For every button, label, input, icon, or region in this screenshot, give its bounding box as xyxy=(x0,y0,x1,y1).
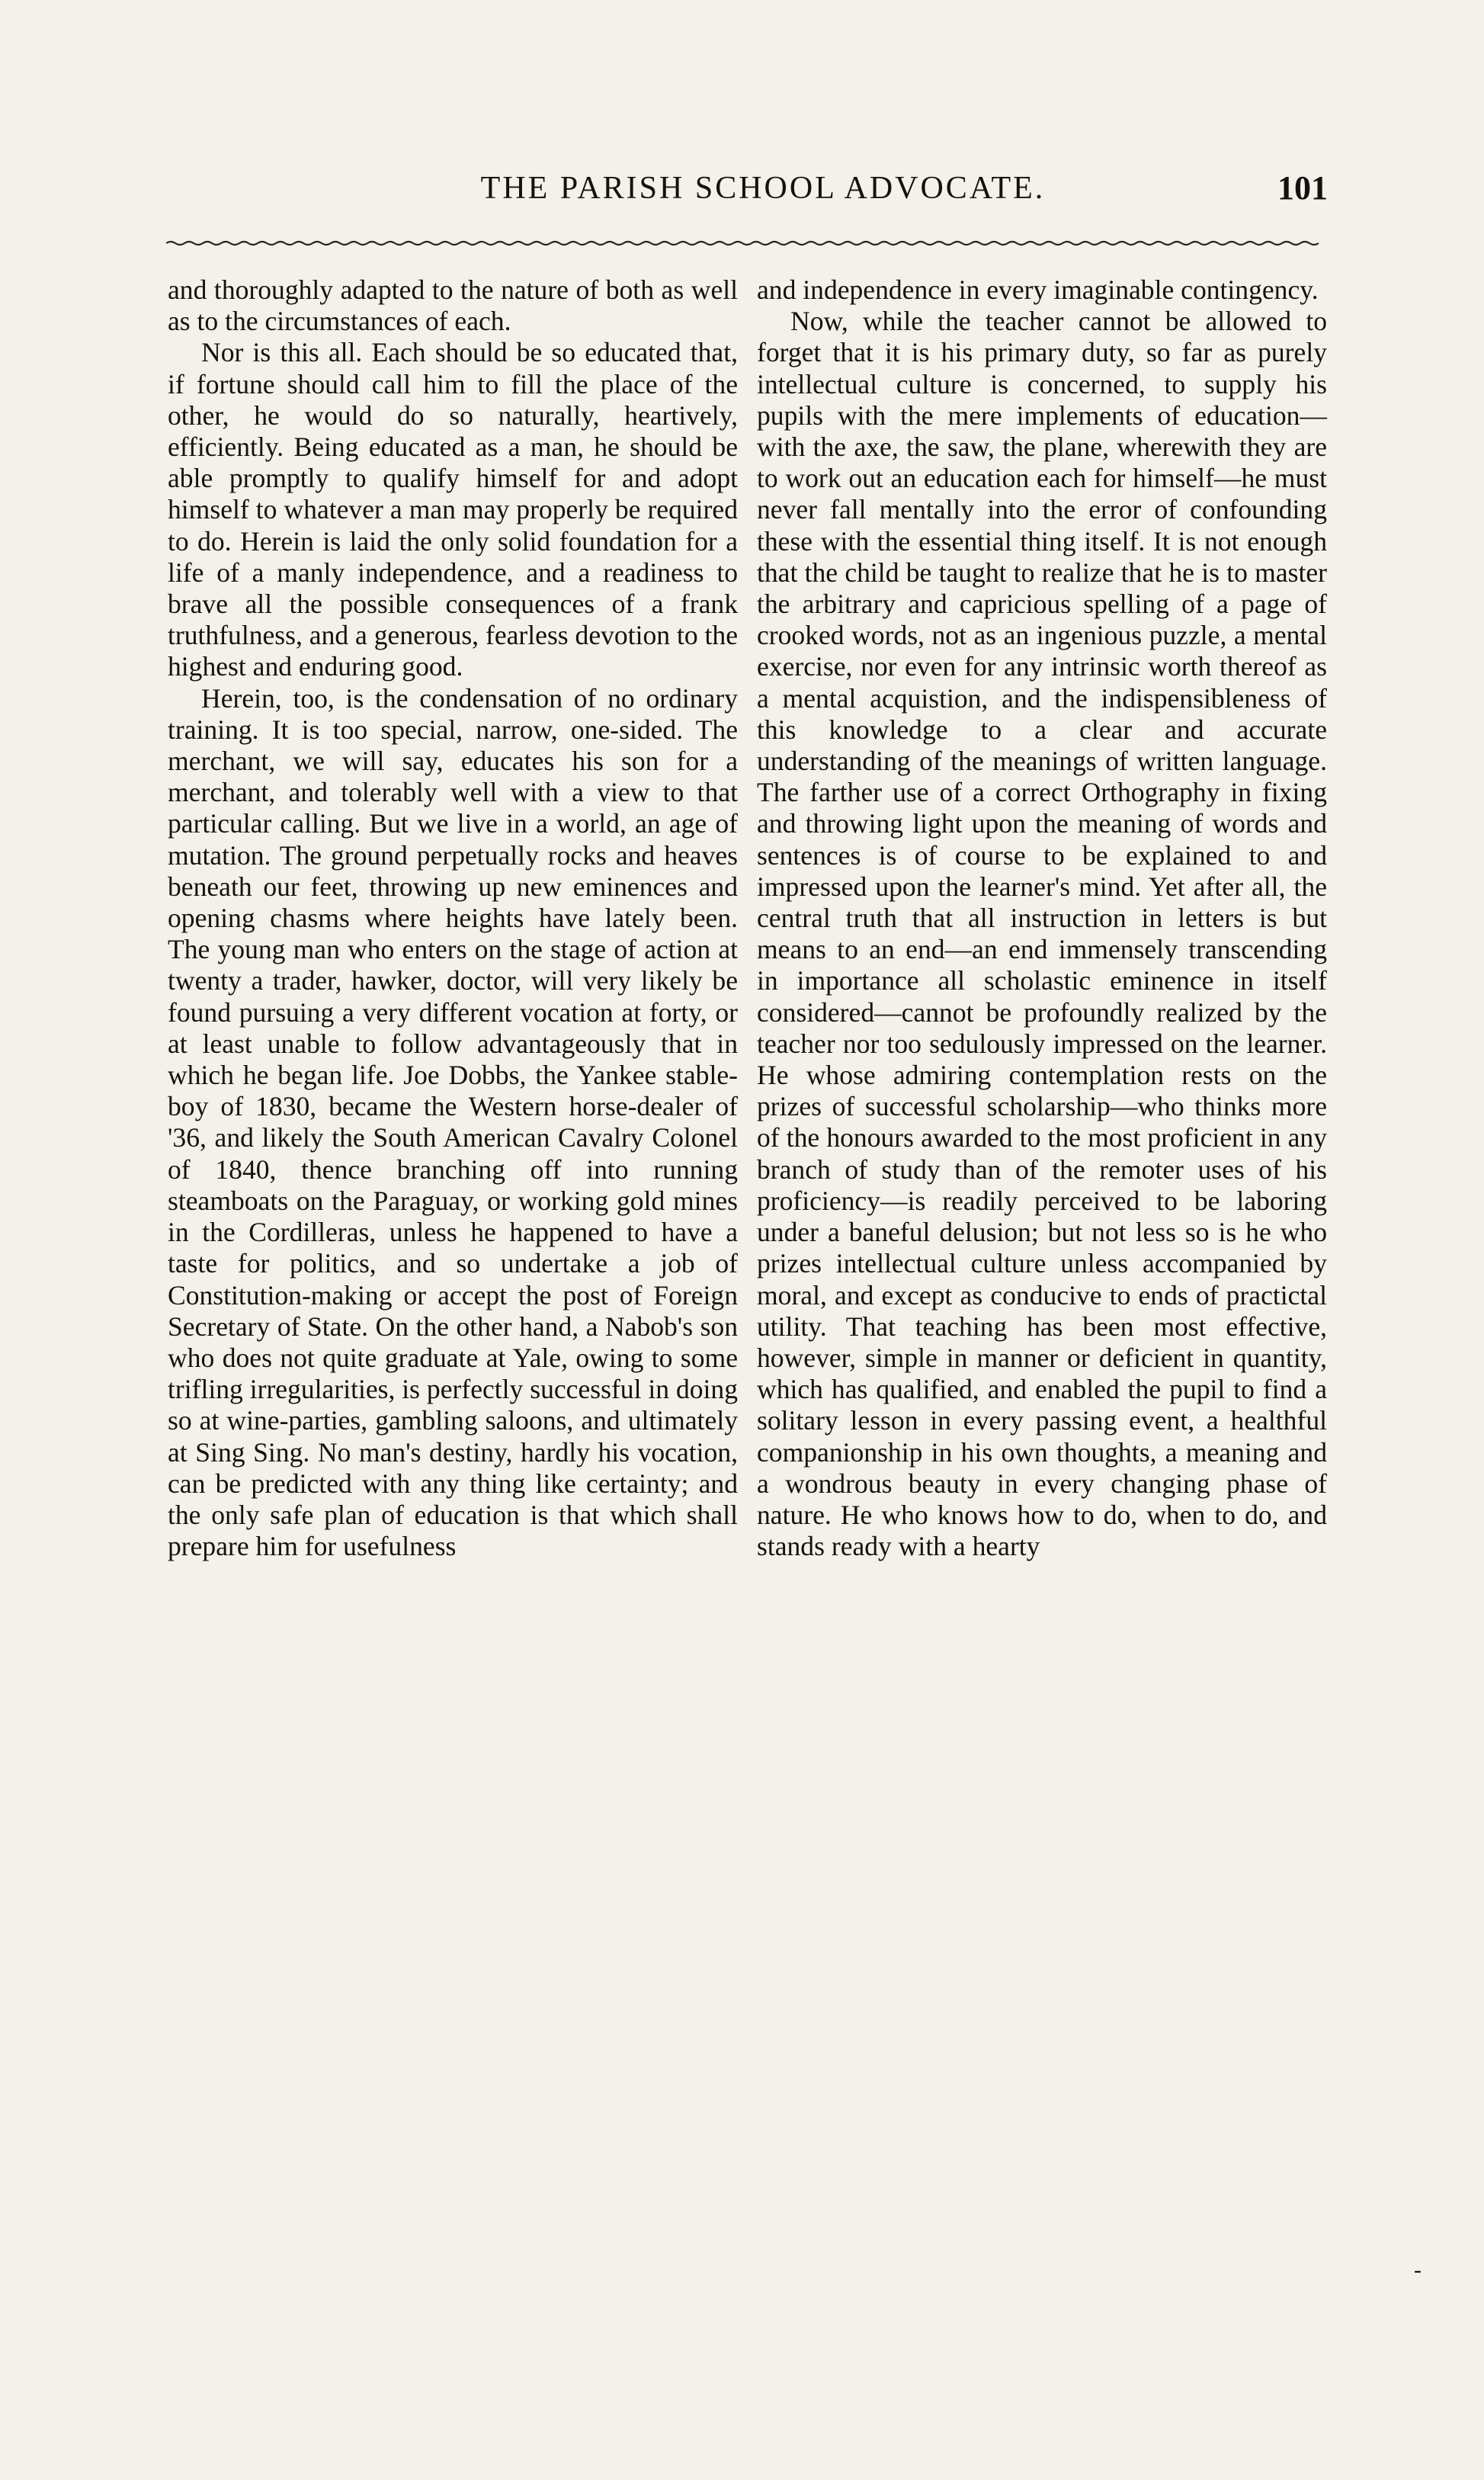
paragraph: and independence in every imaginable contingency. xyxy=(757,274,1319,305)
right-column xyxy=(757,274,1327,1562)
left-column xyxy=(168,274,738,1562)
paragraph: Herein, too, is the condensation of no ordinary training. It is too special, narrow, one-sided. The merchant, we will say, educates his son for a merchant, and tolerably well with a view to that particular calling. But we live in a world, an age of mutation. The ground perpetually rocks and heaves beneath our feet, throwing up new eminences and opening chasms where heights have lately been. The young man who enters on the stage of action at twenty a trader, hawker, doctor, will very likely be found pursuing a very different vocation at forty, or at least unable to follow advantageously that in which he began life. Joe Dobbs, the Yankee stable-boy of 1830, became the Western horse-dealer of '36, and likely the South American Cavalry Colonel of 1840, thence branching off into running steamboats on the Paraguay, or working gold mines in the Cordilleras, unless he happened to have a taste for politics, and so undertake a job of Constitution-making or accept the post of Foreign Secretary of State. On the other hand, a Nabob's son who does not quite graduate at Yale, owing to some trifling irregularities, is perfectly successful in doing so at wine-parties, gambling saloons, and ultimately at Sing Sing. No man's destiny, hardly his vocation, can be predicted with any thing like certainty; and the only safe plan of education is that which shall prepare him for usefulness xyxy=(168,682,738,1562)
paragraph: Nor is this all. Each should be so educated that, if fortune should call him to fill the place of the other, he would do so naturally, heartively, efficiently. Being educated as a man, he should be able promptly to qualify himself for and adopt himself to whatever a man may properly be required to do. Herein is laid the only solid foundation for a life of a manly independence, and a readiness to brave all the possible consequences of a frank truthfulness, and a generous, fearless devotion to the highest and enduring good. xyxy=(168,337,738,682)
running-head xyxy=(152,162,1328,215)
margin-mark: - xyxy=(1414,2257,1421,2283)
page-number: 101 xyxy=(1277,169,1328,207)
running-title: THE PARISH SCHOOL ADVOCATE. xyxy=(480,171,1046,206)
paragraph: Now, while the teacher cannot be allowed to forget that it is his primary duty, so far as purely intellectual culture is concerned, to supply his pupils with the mere implements of education—with the axe, the saw, the plane, wherewith they are to work out an education each for himself—he must never fall mentally into the error of confounding these with the essential thing itself. It is not enough that the child be taught to realize that he is to master the arbitrary and capricious spelling of a page of crooked words, not as an ingenious puzzle, a mental exercise, nor even for any intrinsic worth thereof as a mental acquistion, and the indispensibleness of this knowledge to a clear and accurate understanding of the meanings of written language. The farther use of a correct Orthography in fixing and throwing light upon the meaning of words and sentences is of course to be explained to and impressed upon the learner's mind. Yet after all, the central truth that all instruction in letters is but means to an end—an end immensely transcending in importance all scholastic eminence in itself considered—cannot be profoundly realized by the teacher nor too sedulously impressed on the learner. He whose admiring contemplation rests on the prizes of successful scholarship—who thinks more of the honours awarded to the most proficient in any branch of study than of the remoter uses of his proficiency—is readily perceived to be laboring under a baneful delusion; but not less so is he who prizes intellectual culture unless accompanied by moral, and except as conducive to ends of practictal utility. That teaching has been most effective, however, simple in manner or deficient in quantity, which has qualified, and enabled the pupil to find a solitary lesson in every passing event, a healthful companionship in his own thoughts, a meaning and a wondrous beauty in every changing phase of nature. He who knows how to do, when to do, and stands ready with a hearty xyxy=(757,306,1327,1562)
wavy-rule-line xyxy=(166,239,1324,247)
paragraph: and thoroughly adapted to the nature of both as well as to the circumstances of each. xyxy=(168,274,738,337)
header-rule xyxy=(166,239,1324,247)
